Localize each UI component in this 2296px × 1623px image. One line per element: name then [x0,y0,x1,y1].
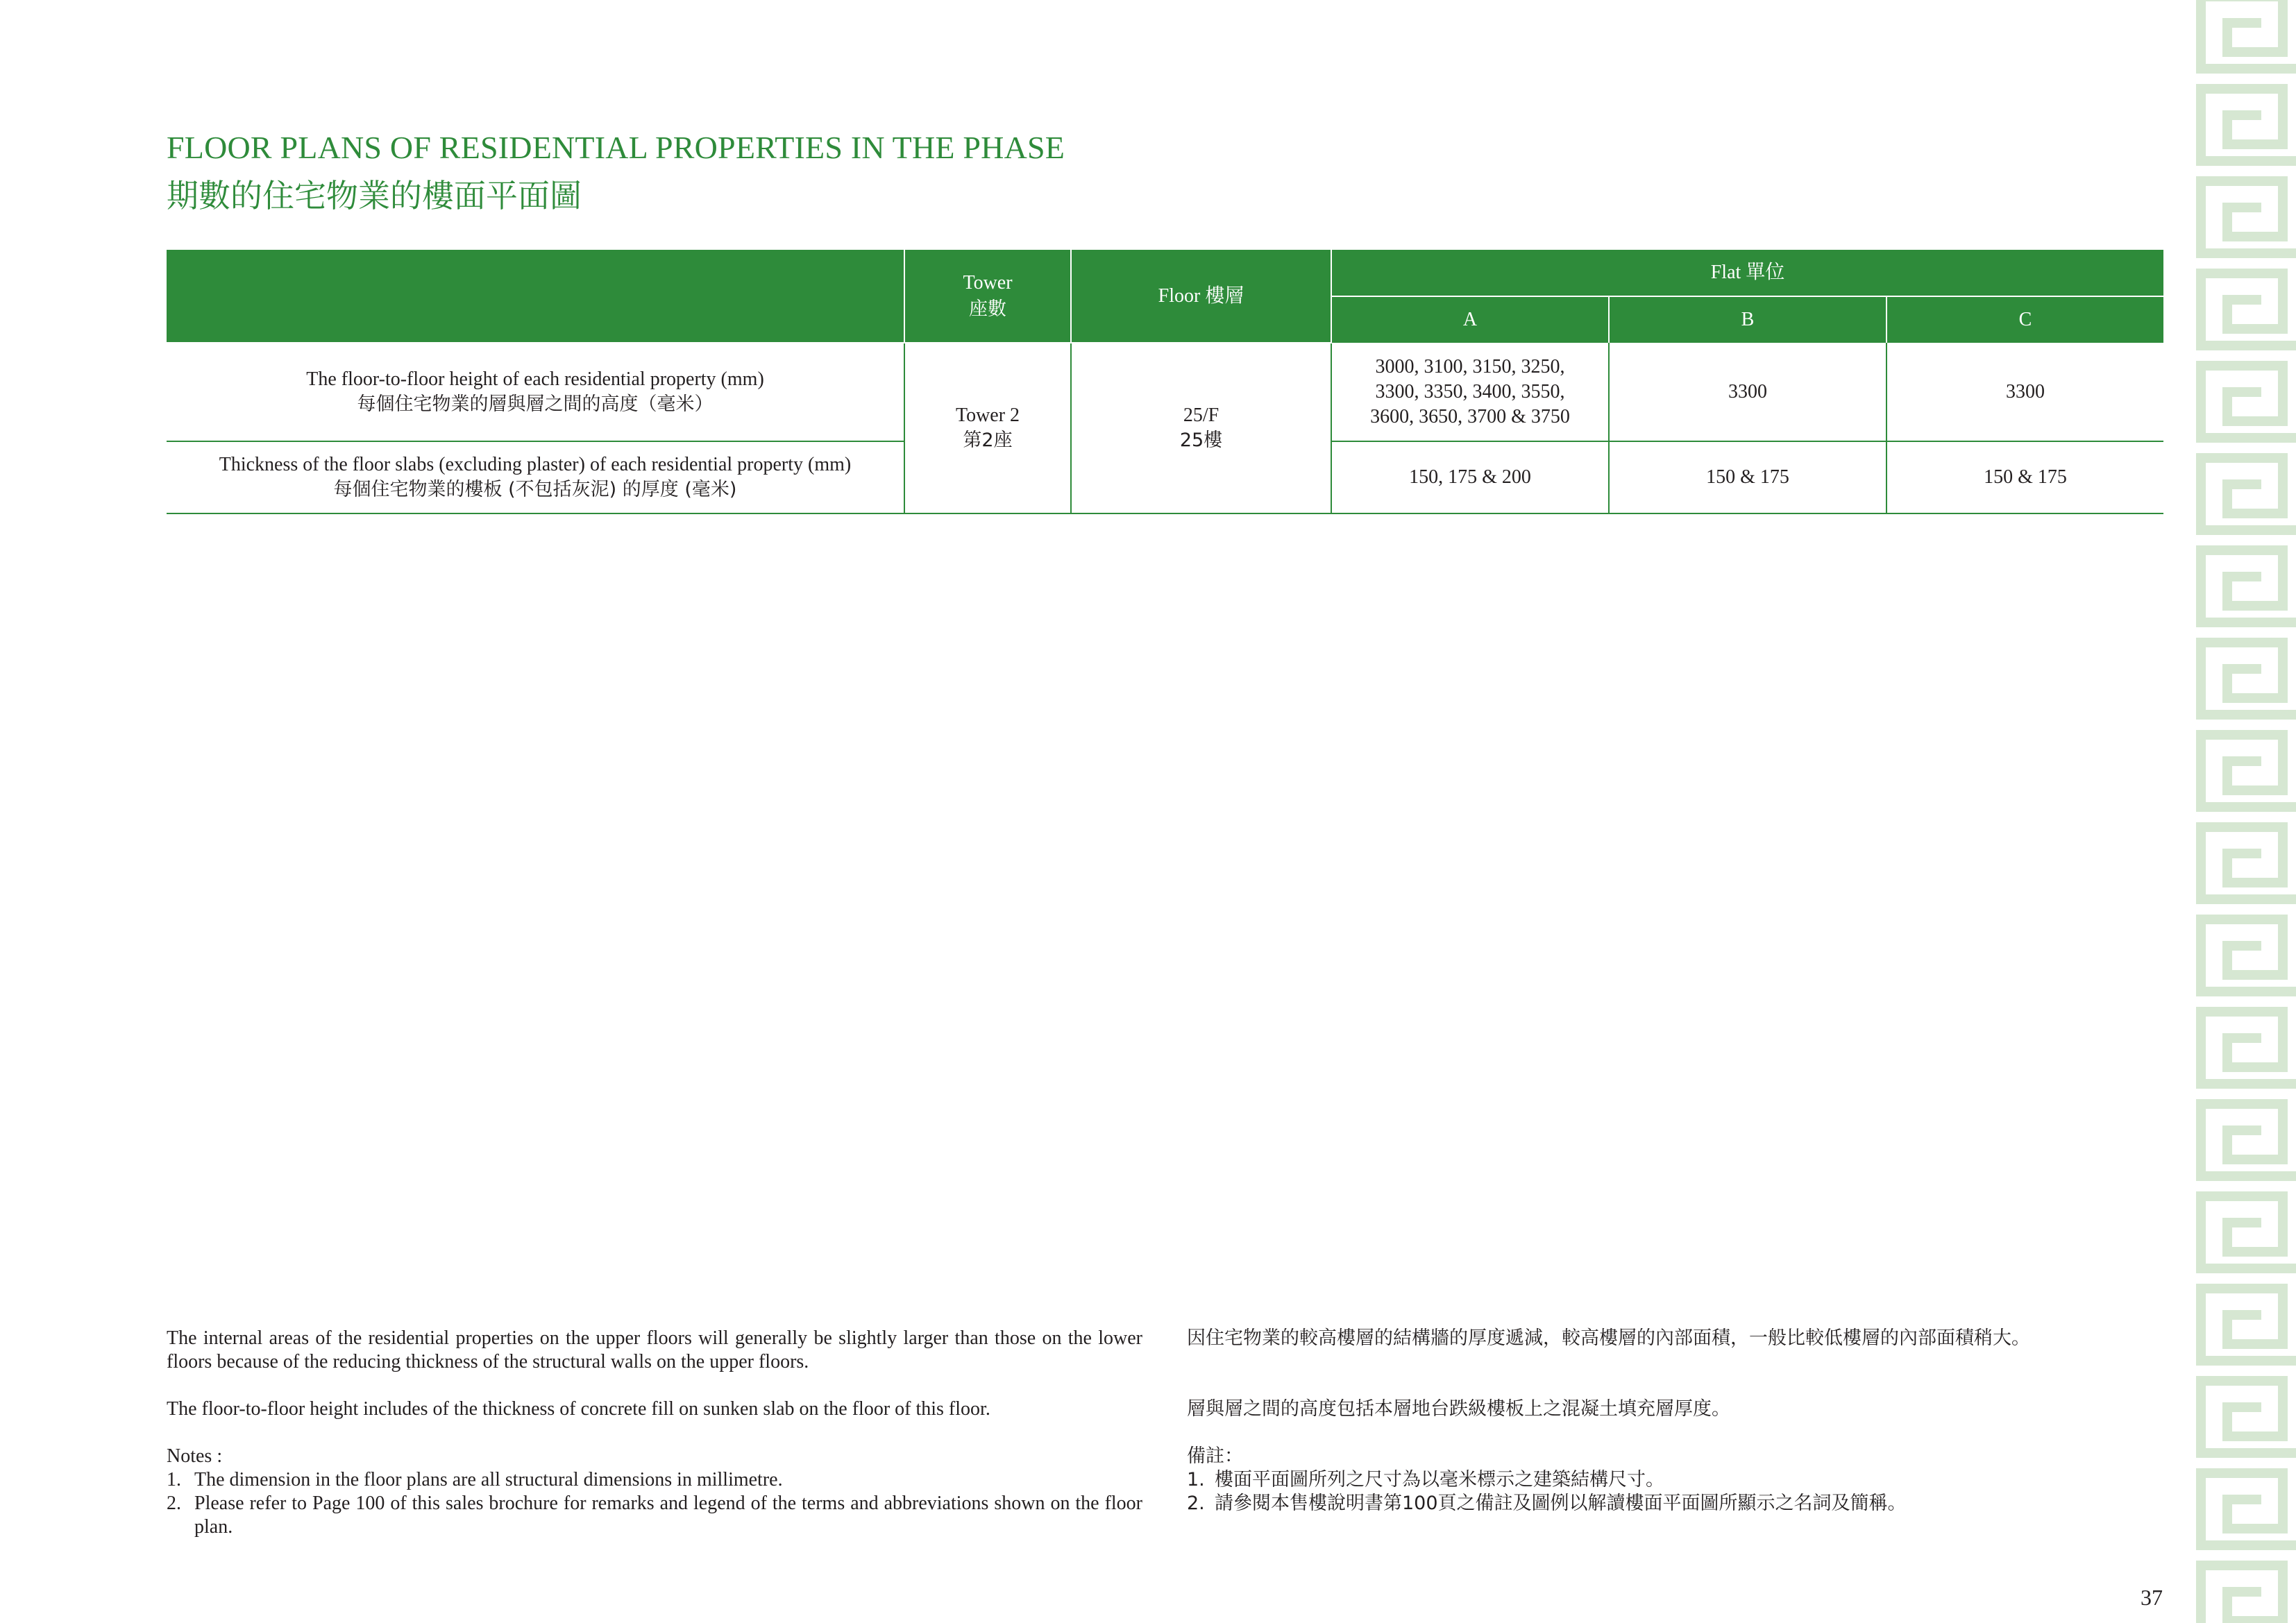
note-item: 1. The dimension in the floor plans are all structural dimensions in millimetre. [167,1469,783,1490]
height-flat-a: 3000, 3100, 3150, 3250, 3300, 3350, 3400, 3550, 3600, 3650, 3700 & 3750 [1331,343,1609,441]
slab-flat-c: 150 & 175 [1886,441,2163,513]
tower-cell: Tower 2 第2座 [904,343,1071,513]
height-flat-c: 3300 [1886,343,2163,441]
notes-paragraph: The floor-to-floor height includes of the thickness of concrete fill on sunken slab on the floor of this floor. [167,1398,990,1420]
header-flat-b: B [1609,296,1886,343]
notes-paragraph: 因住宅物業的較高樓層的結構牆的厚度遞減，較高樓層的內部面積，一般比較低樓層的內部面積稍大。 [1187,1327,2030,1349]
notes-paragraph: The internal areas of the residential properties on the upper floors will generally be slightly larger than those on the lower floors because of the reducing thickness of the structural walls on the upper floors. [167,1327,1142,1373]
notes-chinese [1187,1327,2166,1515]
height-flat-b: 3300 [1609,343,1886,441]
slab-flat-a: 150, 175 & 200 [1331,441,1609,513]
notes-paragraph: 層與層之間的高度包括本層地台跌級樓板上之混凝土填充層厚度。 [1187,1398,1730,1420]
header-flat-a: A [1331,296,1609,343]
notes-heading: Notes : [167,1445,223,1467]
note-item: 2. 請參閱本售樓說明書第100頁之備註及圖例以解讀樓面平面圖所顯示之名詞及簡稱。 [1187,1493,1907,1514]
header-flat: Flat 單位 [1331,250,2163,296]
slab-flat-b: 150 & 175 [1609,441,1886,513]
page-title-zh: 期數的住宅物業的樓面平面圖 [167,177,582,214]
page-number: 37 [2141,1585,2163,1610]
row-label-slab: Thickness of the floor slabs (excluding plaster) of each residential property (mm) 每個住宅物業的樓板 (不包括灰泥) 的厚度 (毫米) [167,441,904,513]
page-title-en: FLOOR PLANS OF RESIDENTIAL PROPERTIES IN THE PHASE [167,130,1065,165]
note-item: 1. 樓面平面圖所列之尺寸為以毫米標示之建築結構尺寸。 [1187,1469,1664,1490]
row-label-height: The floor-to-floor height of each residential property (mm) 每個住宅物業的層與層之間的高度（毫米） [167,343,904,441]
table-row [167,343,2163,441]
notes-english [167,1327,1142,1539]
header-blank-cell [167,250,904,343]
note-item: 2. Please refer to Page 100 of this sales brochure for remarks and legend of the terms and abbreviations shown on the floor plan. [167,1493,1142,1538]
header-floor: Floor 樓層 [1071,250,1331,343]
header-flat-c: C [1886,296,2163,343]
notes-heading: 備註： [1187,1445,1243,1467]
floor-height-table [167,250,2163,514]
greek-key-border-decoration [2192,0,2296,1623]
floor-cell: 25/F 25樓 [1071,343,1331,513]
header-tower: Tower 座數 [904,250,1071,343]
